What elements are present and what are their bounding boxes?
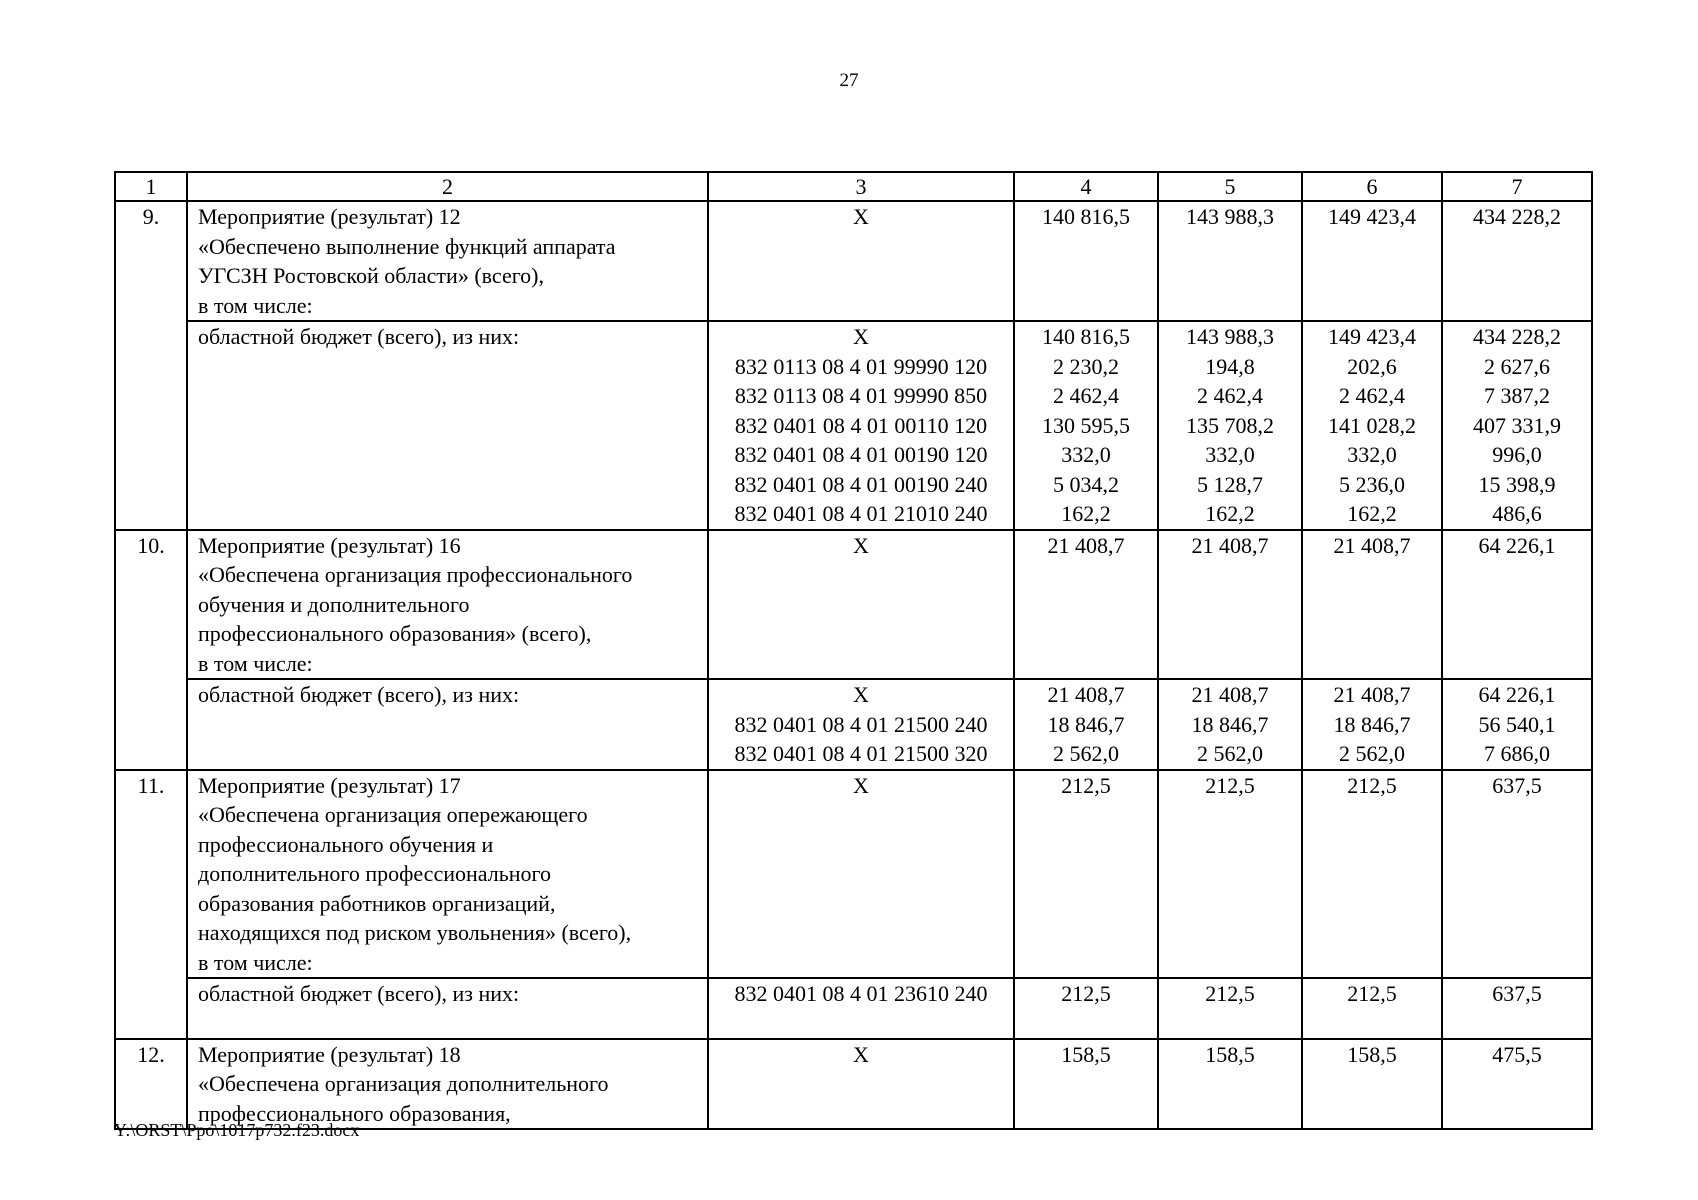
value-col4: 332,0 <box>1061 442 1111 467</box>
measure-title-line: в том числе: <box>198 949 313 975</box>
value-col4: 5 034,2 <box>1053 471 1119 497</box>
value-col7-list <box>1442 679 1592 770</box>
measure-title-line: УГСЗН Ростовской области» (всего), <box>198 263 545 288</box>
value-col5: 194,8 <box>1205 353 1255 379</box>
value-col4: 2 562,0 <box>1053 741 1119 766</box>
value-col5: 21 408,7 <box>1158 530 1302 680</box>
row-number: 9. <box>115 201 187 530</box>
header-cell: 7 <box>1442 172 1592 201</box>
budget-code: 832 0401 08 4 01 21500 320 <box>734 741 988 766</box>
value-col7: 7 686,0 <box>1484 741 1550 766</box>
header-cell: 1 <box>115 172 187 201</box>
value-col7: 434 228,2 <box>1442 201 1592 321</box>
value-col7: 2 627,6 <box>1484 353 1550 379</box>
value-col7: 475,5 <box>1442 1039 1592 1130</box>
value-col5: 143 988,3 <box>1186 324 1274 349</box>
budget-code: 832 0401 08 4 01 00190 120 <box>734 442 988 467</box>
value-col5: 158,5 <box>1158 1039 1302 1130</box>
value-col4: 21 408,7 <box>1014 530 1158 680</box>
value-col6: 21 408,7 <box>1333 682 1411 707</box>
value-col5: 212,5 <box>1158 770 1302 979</box>
budget-code-list <box>708 321 1014 530</box>
budget-code: Х <box>853 324 869 349</box>
value-col4: 212,5 <box>1014 770 1158 979</box>
funding-source-label: областной бюджет (всего), из них: <box>187 978 708 1039</box>
table-row <box>115 530 1592 680</box>
value-col6: 332,0 <box>1347 442 1397 467</box>
value-col7: 637,5 <box>1442 770 1592 979</box>
value-col4: 2 230,2 <box>1053 353 1119 379</box>
value-col4: 18 846,7 <box>1047 711 1125 737</box>
row-number: 12. <box>115 1039 187 1130</box>
value-col5: 143 988,3 <box>1158 201 1302 321</box>
budget-table <box>114 171 1593 1130</box>
value-col7: 996,0 <box>1492 442 1542 467</box>
value-col6: 158,5 <box>1302 1039 1442 1130</box>
value-col5: 21 408,7 <box>1191 682 1269 707</box>
value-col6: 5 236,0 <box>1339 471 1405 497</box>
value-col7: 64 226,1 <box>1478 682 1556 707</box>
value-col5: 135 708,2 <box>1186 412 1274 438</box>
measure-title-line: «Обеспечена организация опережающего <box>198 802 588 827</box>
header-cell: 4 <box>1014 172 1158 201</box>
measure-title <box>187 770 708 979</box>
value-col6: 149 423,4 <box>1302 201 1442 321</box>
value-col4: 162,2 <box>1061 501 1111 526</box>
value-col4-list <box>1014 679 1158 770</box>
value-col4: 140 816,5 <box>1014 201 1158 321</box>
budget-code: 832 0113 08 4 01 99990 850 <box>734 383 988 408</box>
measure-title-line: Мероприятие (результат) 16 <box>198 532 461 558</box>
value-col6-list <box>1302 679 1442 770</box>
header-cell: 3 <box>708 172 1014 201</box>
value-col4-list <box>1014 321 1158 530</box>
value-col4: 2 462,4 <box>1053 383 1119 408</box>
measure-title-line: профессионального образования, <box>198 1100 511 1126</box>
value-col6: 21 408,7 <box>1302 530 1442 680</box>
value-col6: 149 423,4 <box>1328 324 1416 349</box>
value-col7: 56 540,1 <box>1478 711 1556 737</box>
value-col7-list <box>1442 978 1592 1039</box>
budget-code: 832 0113 08 4 01 99990 120 <box>734 353 988 379</box>
value-col4: 158,5 <box>1014 1039 1158 1130</box>
table-row <box>115 770 1592 979</box>
value-col5-list <box>1158 321 1302 530</box>
value-col7: 486,6 <box>1492 501 1542 526</box>
file-path-footer: Y:\ORST\Ppo\1017p732.f23.docx <box>114 1120 360 1140</box>
measure-title-line: в том числе: <box>198 292 313 318</box>
value-col6: 162,2 <box>1347 501 1397 526</box>
value-col7: 64 226,1 <box>1442 530 1592 680</box>
budget-code-list <box>708 978 1014 1039</box>
measure-title-line: образования работников организаций, <box>198 890 556 916</box>
measure-title-line: Мероприятие (результат) 18 <box>198 1041 461 1067</box>
value-col6: 2 462,4 <box>1339 383 1405 408</box>
value-col4-list <box>1014 978 1158 1039</box>
header-cell: 5 <box>1158 172 1302 201</box>
value-col5-list <box>1158 679 1302 770</box>
funding-source-label: областной бюджет (всего), из них: <box>187 679 708 770</box>
measure-title-line: дополнительного профессионального <box>198 861 551 886</box>
value-col7: 434 228,2 <box>1473 324 1561 349</box>
value-col6-list <box>1302 321 1442 530</box>
budget-code: 832 0401 08 4 01 00110 120 <box>734 412 988 438</box>
row-number: 11. <box>115 770 187 1039</box>
measure-title-line: Мероприятие (результат) 12 <box>198 204 461 229</box>
value-col4: 21 408,7 <box>1047 682 1125 707</box>
budget-code: 832 0401 08 4 01 23610 240 <box>734 981 988 1006</box>
value-col4: 130 595,5 <box>1042 412 1130 438</box>
header-row <box>115 172 1592 201</box>
value-col7: 15 398,9 <box>1478 471 1556 497</box>
page-number: 27 <box>839 70 859 91</box>
header-cell: 2 <box>187 172 708 201</box>
budget-code-list <box>708 679 1014 770</box>
budget-code: 832 0401 08 4 01 21500 240 <box>734 711 988 737</box>
table-subrow <box>115 679 1592 770</box>
measure-title-line: Мероприятие (результат) 17 <box>198 772 461 798</box>
value-col6: 2 562,0 <box>1339 741 1405 766</box>
measure-title-line: «Обеспечено выполнение функций аппарата <box>198 233 616 259</box>
budget-code: 832 0401 08 4 01 21010 240 <box>734 501 988 526</box>
value-col5: 5 128,7 <box>1197 471 1263 497</box>
budget-code: Х <box>708 201 1014 321</box>
measure-title <box>187 530 708 680</box>
value-col5: 18 846,7 <box>1191 711 1269 737</box>
value-col7: 7 387,2 <box>1484 383 1550 408</box>
row-number: 10. <box>115 530 187 770</box>
measure-title-line: «Обеспечена организация дополнительного <box>198 1071 609 1096</box>
value-col5: 162,2 <box>1205 501 1255 526</box>
budget-code: Х <box>853 682 869 707</box>
value-col6: 212,5 <box>1302 770 1442 979</box>
measure-title-line: находящихся под риском увольнения» (всего), <box>198 920 632 945</box>
value-col5: 212,5 <box>1205 981 1255 1006</box>
value-col5: 2 462,4 <box>1197 383 1263 408</box>
value-col7: 407 331,9 <box>1473 412 1561 438</box>
value-col6: 202,6 <box>1347 353 1397 379</box>
budget-code: 832 0401 08 4 01 00190 240 <box>734 471 988 497</box>
value-col6: 18 846,7 <box>1333 711 1411 737</box>
budget-code: Х <box>708 770 1014 979</box>
value-col5-list <box>1158 978 1302 1039</box>
value-col4: 140 816,5 <box>1042 324 1130 349</box>
measure-title-line: профессионального обучения и <box>198 831 494 857</box>
measure-title <box>187 201 708 321</box>
table-row <box>115 1039 1592 1130</box>
table-subrow <box>115 321 1592 530</box>
measure-title-line: профессионального образования» (всего), <box>198 621 592 646</box>
value-col5: 2 562,0 <box>1197 741 1263 766</box>
value-col6: 141 028,2 <box>1328 412 1416 438</box>
measure-title <box>187 1039 708 1130</box>
header-cell: 6 <box>1302 172 1442 201</box>
budget-code: Х <box>708 1039 1014 1130</box>
measure-title-line: «Обеспечена организация профессионального <box>198 562 633 587</box>
budget-code: Х <box>708 530 1014 680</box>
funding-source-label: областной бюджет (всего), из них: <box>187 321 708 530</box>
value-col4: 212,5 <box>1061 981 1111 1006</box>
value-col7-list <box>1442 321 1592 530</box>
value-col6: 212,5 <box>1347 981 1397 1006</box>
value-col7: 637,5 <box>1492 981 1542 1006</box>
value-col6-list <box>1302 978 1442 1039</box>
value-col5: 332,0 <box>1205 442 1255 467</box>
table-subrow <box>115 978 1592 1039</box>
measure-title-line: обучения и дополнительного <box>198 591 470 617</box>
measure-title-line: в том числе: <box>198 650 313 676</box>
table-row <box>115 201 1592 321</box>
